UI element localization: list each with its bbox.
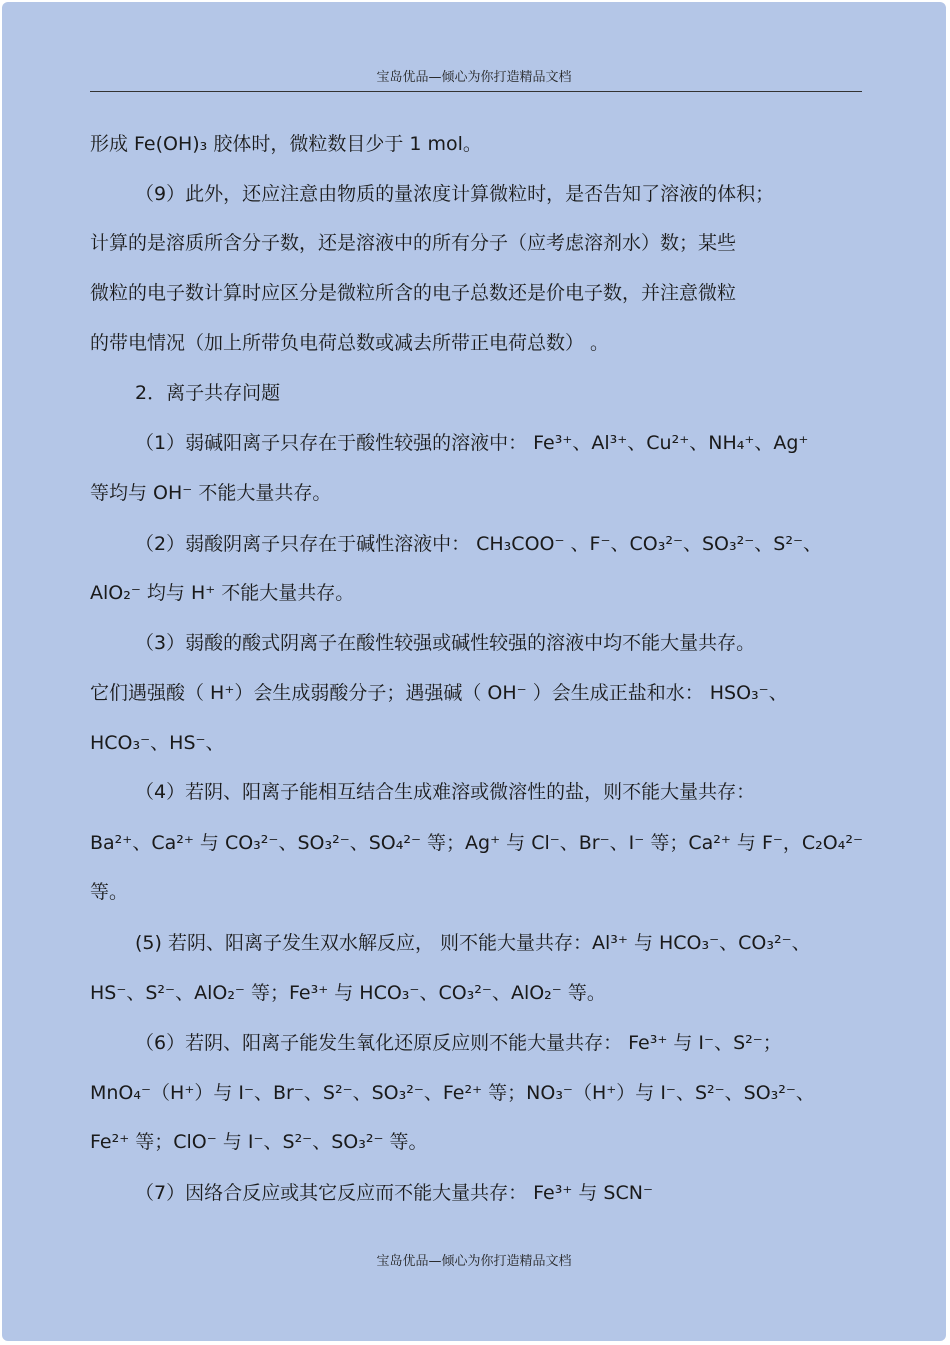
text-line: （7）因络合反应或其它反应而不能大量共存： Fe³⁺ 与 SCN⁻ [135, 1182, 654, 1204]
text-line: AlO₂⁻ 均与 H⁺ 不能大量共存。 [90, 582, 355, 604]
text-line: Fe²⁺ 等；ClO⁻ 与 I⁻、S²⁻、SO₃²⁻ 等。 [90, 1131, 428, 1153]
section-heading: 2．离子共存问题 [135, 382, 281, 404]
text-line: 它们遇强酸（ H⁺）会生成弱酸分子；遇强碱（ OH⁻ ）会生成正盐和水： HSO₃⁻、 [90, 682, 788, 704]
page-footer: 宝岛优品—倾心为你打造精品文档 [376, 1254, 572, 1269]
text-line: （1）弱碱阳离子只存在于酸性较强的溶液中： Fe³⁺、Al³⁺、Cu²⁺、NH₄⁺、Ag⁺ [135, 432, 809, 454]
text-line: 计算的是溶质所含分子数，还是溶液中的所有分子（应考虑溶剂水）数；某些 [90, 232, 737, 254]
text-line: 的带电情况（加上所带负电荷总数或减去所带正电荷总数） 。 [90, 332, 610, 354]
text-line: HCO₃⁻、HS⁻、 [90, 732, 225, 754]
text-line: （6）若阴、阳离子能发生氧化还原反应则不能大量共存： Fe³⁺ 与 I⁻、S²⁻； [135, 1032, 782, 1054]
text-line: 等。 [90, 881, 129, 903]
text-line: （4）若阴、阳离子能相互结合生成难溶或微溶性的盐，则不能大量共存： [135, 781, 756, 803]
text-line: （3）弱酸的酸式阴离子在酸性较强或碱性较强的溶液中均不能大量共存。 [135, 632, 756, 654]
header-divider [90, 91, 862, 92]
page-header: 宝岛优品—倾心为你打造精品文档 [376, 70, 572, 85]
text-line: Ba²⁺、Ca²⁺ 与 CO₃²⁻、SO₃²⁻、SO₄²⁻ 等；Ag⁺ 与 Cl⁻、Br⁻、I⁻ 等；Ca²⁺ 与 F⁻，C₂O₄²⁻ [90, 832, 864, 854]
text-line: （2）弱酸阴离子只存在于碱性溶液中： CH₃COO⁻ 、F⁻、CO₃²⁻、SO₃²⁻、S²⁻、 [135, 533, 822, 555]
text-line: 等均与 OH⁻ 不能大量共存。 [90, 482, 332, 504]
text-line: 微粒的电子数计算时应区分是微粒所含的电子总数还是价电子数，并注意微粒 [90, 282, 737, 304]
text-line: 形成 Fe(OH)₃ 胶体时，微粒数目少于 1 mol。 [90, 133, 482, 155]
document-page [2, 2, 946, 1341]
text-line: (5) 若阴、阳离子发生双水解反应， 则不能大量共存：Al³⁺ 与 HCO₃⁻、CO₃²⁻、 [135, 932, 811, 954]
text-line: HS⁻、S²⁻、AlO₂⁻ 等；Fe³⁺ 与 HCO₃⁻、CO₃²⁻、AlO₂⁻ 等。 [90, 982, 606, 1004]
text-line: MnO₄⁻（H⁺）与 I⁻、Br⁻、S²⁻、SO₃²⁻、Fe²⁺ 等；NO₃⁻（H⁺）与 I⁻、S²⁻、SO₃²⁻、 [90, 1082, 815, 1104]
text-line: （9）此外，还应注意由物质的量浓度计算微粒时，是否告知了溶液的体积； [135, 183, 775, 205]
